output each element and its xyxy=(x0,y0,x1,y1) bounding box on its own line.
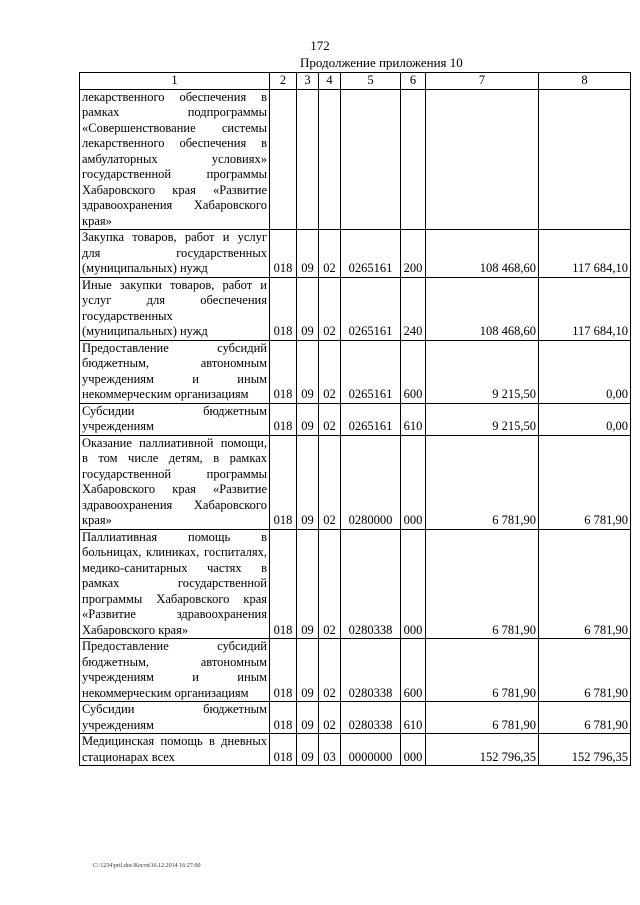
row-name: Иные закупки товаров, работ и услуг для обеспечения государственных (муниципальных) нужд xyxy=(80,277,270,340)
target-article: 0280338 xyxy=(341,529,401,639)
column-number-row xyxy=(80,73,631,90)
row-name: Медицинская помощь в дневных стационарах всех xyxy=(80,734,270,766)
subsection-code: 02 xyxy=(319,639,341,702)
amount-2016: 6 781,90 xyxy=(539,435,631,529)
appendix-caption: Продолжение приложения 10 xyxy=(300,55,463,70)
table-body xyxy=(80,73,631,766)
table-row xyxy=(80,89,631,230)
target-article: 0280000 xyxy=(341,435,401,529)
table-row xyxy=(80,277,631,340)
target-article: 0265161 xyxy=(341,230,401,278)
row-name: Субсидии бюджетным учреждениям xyxy=(80,702,270,734)
amount-2015: 6 781,90 xyxy=(426,639,539,702)
subsection-code xyxy=(319,89,341,230)
amount-2015: 6 781,90 xyxy=(426,529,539,639)
budget-table xyxy=(79,72,631,766)
subsection-code: 02 xyxy=(319,340,341,403)
target-article xyxy=(341,89,401,230)
expense-type: 000 xyxy=(401,734,426,766)
amount-2015: 9 215,50 xyxy=(426,403,539,435)
subsection-code: 02 xyxy=(319,403,341,435)
target-article: 0265161 xyxy=(341,277,401,340)
row-name: лекарственного обеспечения в рамках подпрограммы «Совершенствование системы лекарственного обеспечения в амбулаторных условиях» государственной программы Хабаровского края «Развитие здравоохранения Хабаровского края» xyxy=(80,89,270,230)
row-name: Предоставление субсидий бюджетным, автономным учреждениям и иным некоммерческим организациям xyxy=(80,639,270,702)
expense-type: 000 xyxy=(401,435,426,529)
amount-2016: 117 684,10 xyxy=(539,230,631,278)
chapter-code: 018 xyxy=(270,277,297,340)
section-code: 09 xyxy=(297,702,319,734)
file-path-footer: C:\1234\pril.doc\Костя\16.12.2014 16:27:00 xyxy=(93,863,201,869)
chapter-code xyxy=(270,89,297,230)
row-name: Оказание паллиативной помощи, в том числе детям, в рамках государственной программы Хабаровского края «Развитие здравоохранения Хабаровского края» xyxy=(80,435,270,529)
table-row xyxy=(80,230,631,278)
column-header: 2 xyxy=(270,73,297,90)
column-header: 6 xyxy=(401,73,426,90)
subsection-code: 02 xyxy=(319,529,341,639)
amount-2016: 0,00 xyxy=(539,403,631,435)
amount-2016: 117 684,10 xyxy=(539,277,631,340)
amount-2015: 108 468,60 xyxy=(426,230,539,278)
table-row xyxy=(80,529,631,639)
table-row xyxy=(80,639,631,702)
amount-2015: 152 796,35 xyxy=(426,734,539,766)
amount-2015: 6 781,90 xyxy=(426,435,539,529)
amount-2016: 152 796,35 xyxy=(539,734,631,766)
expense-type: 600 xyxy=(401,340,426,403)
target-article: 0265161 xyxy=(341,340,401,403)
expense-type: 000 xyxy=(401,529,426,639)
expense-type: 600 xyxy=(401,639,426,702)
subsection-code: 02 xyxy=(319,702,341,734)
chapter-code: 018 xyxy=(270,639,297,702)
table-row xyxy=(80,435,631,529)
target-article: 0280338 xyxy=(341,702,401,734)
section-code: 09 xyxy=(297,734,319,766)
amount-2015: 9 215,50 xyxy=(426,340,539,403)
chapter-code: 018 xyxy=(270,734,297,766)
expense-type: 610 xyxy=(401,403,426,435)
table-row xyxy=(80,702,631,734)
table-row xyxy=(80,403,631,435)
amount-2015: 108 468,60 xyxy=(426,277,539,340)
table-row xyxy=(80,340,631,403)
chapter-code: 018 xyxy=(270,702,297,734)
section-code: 09 xyxy=(297,340,319,403)
section-code: 09 xyxy=(297,529,319,639)
page-number: 172 xyxy=(310,38,330,53)
amount-2015 xyxy=(426,89,539,230)
column-header: 4 xyxy=(319,73,341,90)
section-code: 09 xyxy=(297,277,319,340)
subsection-code: 03 xyxy=(319,734,341,766)
amount-2016 xyxy=(539,89,631,230)
row-name: Паллиативная помощь в больницах, клиниках, госпиталях, медико-санитарных частях в рамках государственной программы Хабаровского края «Развитие здравоохранения Хабаровского края» xyxy=(80,529,270,639)
amount-2016: 6 781,90 xyxy=(539,702,631,734)
row-name: Предоставление субсидий бюджетным, автономным учреждениям и иным некоммерческим организациям xyxy=(80,340,270,403)
section-code: 09 xyxy=(297,230,319,278)
chapter-code: 018 xyxy=(270,435,297,529)
amount-2016: 0,00 xyxy=(539,340,631,403)
expense-type xyxy=(401,89,426,230)
amount-2016: 6 781,90 xyxy=(539,529,631,639)
expense-type: 200 xyxy=(401,230,426,278)
chapter-code: 018 xyxy=(270,403,297,435)
amount-2015: 6 781,90 xyxy=(426,702,539,734)
column-header: 3 xyxy=(297,73,319,90)
column-header: 5 xyxy=(341,73,401,90)
subsection-code: 02 xyxy=(319,277,341,340)
section-code: 09 xyxy=(297,403,319,435)
row-name: Закупка товаров, работ и услуг для государственных (муниципальных) нужд xyxy=(80,230,270,278)
subsection-code: 02 xyxy=(319,435,341,529)
row-name: Субсидии бюджетным учреждениям xyxy=(80,403,270,435)
table-row xyxy=(80,734,631,766)
column-header: 8 xyxy=(539,73,631,90)
expense-type: 240 xyxy=(401,277,426,340)
chapter-code: 018 xyxy=(270,340,297,403)
target-article: 0000000 xyxy=(341,734,401,766)
section-code: 09 xyxy=(297,435,319,529)
expense-type: 610 xyxy=(401,702,426,734)
subsection-code: 02 xyxy=(319,230,341,278)
target-article: 0265161 xyxy=(341,403,401,435)
section-code xyxy=(297,89,319,230)
column-header: 1 xyxy=(80,73,270,90)
chapter-code: 018 xyxy=(270,230,297,278)
amount-2016: 6 781,90 xyxy=(539,639,631,702)
section-code: 09 xyxy=(297,639,319,702)
column-header: 7 xyxy=(426,73,539,90)
target-article: 0280338 xyxy=(341,639,401,702)
chapter-code: 018 xyxy=(270,529,297,639)
